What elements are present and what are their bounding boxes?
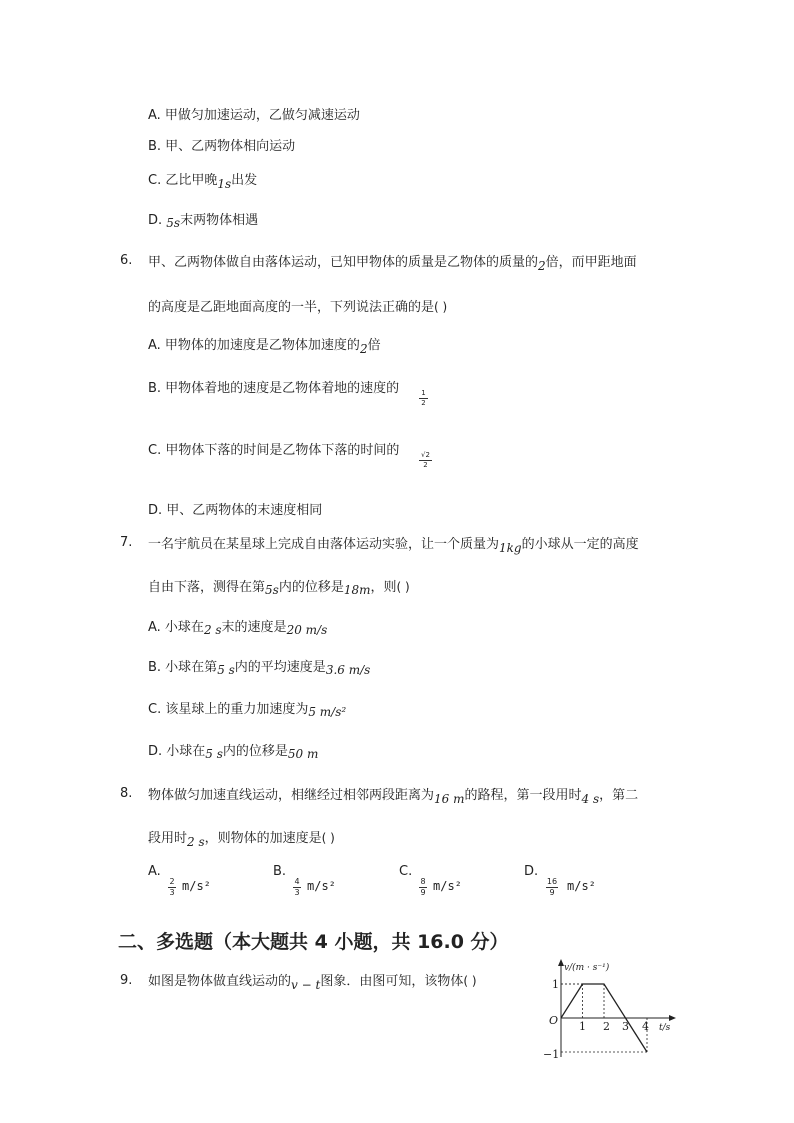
- q6-stem-line2: 的高度是乙距地面高度的一半，下列说法正确的是( ): [148, 300, 448, 315]
- q7-stem-line1: 一名宇航员在某星球上完成自由落体运动实验，让一个质量为1kg的小球从一定的高度: [148, 537, 639, 555]
- q6-option-c: C. 甲物体下落的时间是乙物体下落的时间的: [148, 443, 400, 458]
- q7-option-b: B. 小球在第5 s内的平均速度是3.6 m/s: [148, 660, 371, 677]
- q8-number: 8.: [120, 786, 133, 801]
- q8-option-b-unit: m/s²: [307, 879, 336, 893]
- q7-number: 7.: [120, 535, 133, 550]
- q7-option-a: A. 小球在2 s末的速度是20 m/s: [148, 620, 328, 637]
- q8-option-a-label: A.: [148, 864, 161, 879]
- q6-option-b: B. 甲物体着地的速度是乙物体着地的速度的: [148, 381, 400, 396]
- q5-option-d: D. 5s末两物体相遇: [148, 213, 259, 230]
- graph-x-tick-3: 3: [622, 1020, 629, 1033]
- graph-y-axis-label: v/(m · s⁻¹): [564, 963, 610, 973]
- q8-stem-line2: 段用时2 s，则物体的加速度是( ): [148, 831, 335, 849]
- graph-origin-label: O: [549, 1014, 559, 1027]
- graph-x-axis-arrow: [669, 1015, 676, 1021]
- q8-option-b-label: B.: [273, 864, 287, 879]
- q7-option-d: D. 小球在5 s内的位移是50 m: [148, 744, 319, 761]
- graph-x-tick-2: 2: [603, 1020, 610, 1033]
- graph-x-axis-label: t/s: [659, 1023, 671, 1033]
- q8-option-a-unit: m/s²: [182, 879, 211, 893]
- q6-number: 6.: [120, 253, 133, 268]
- vt-graph: [540, 955, 680, 1065]
- section-heading: 二、多选题（本大题共 4 小题，共 16.0 分）: [118, 931, 509, 953]
- q5-option-b: B. 甲、乙两物体相向运动: [148, 139, 296, 154]
- q6-option-a: A. 甲物体的加速度是乙物体加速度的2倍: [148, 338, 381, 356]
- q5-option-a: A. 甲做匀加速运动，乙做匀减速运动: [148, 108, 360, 123]
- q7-stem-line2: 自由下落，测得在第5s内的位移是18m，则( ): [148, 580, 410, 597]
- q9-number: 9.: [120, 973, 133, 988]
- q8-option-c-fraction: 8 9: [420, 877, 426, 897]
- q6-option-b-fraction: 1 2: [419, 390, 428, 407]
- q6-option-c-fraction: √2 2: [419, 452, 432, 469]
- q8-option-a-fraction: 2 3: [169, 877, 175, 897]
- q8-stem-line1: 物体做匀加速直线运动，相继经过相邻两段距离为16 m的路程，第一段用时4 s，第二: [148, 788, 639, 806]
- graph-x-tick-1: 1: [579, 1020, 586, 1033]
- q8-option-c-label: C.: [399, 864, 413, 879]
- graph-y-tick-pos: 1: [552, 978, 559, 991]
- q6-option-d: D. 甲、乙两物体的末速度相同: [148, 503, 323, 518]
- q6-stem-line1: 甲、乙两物体做自由落体运动，已知甲物体的质量是乙物体的质量的2倍，而甲距地面: [148, 255, 637, 273]
- q8-option-d-fraction: 16 9: [546, 877, 558, 897]
- q8-option-d-label: D.: [524, 864, 539, 879]
- q8-option-b-fraction: 4 3: [294, 877, 300, 897]
- q8-option-c-unit: m/s²: [433, 879, 462, 893]
- graph-x-tick-4: 4: [642, 1020, 649, 1033]
- q7-option-c: C. 该星球上的重力加速度为5 m/s²: [148, 702, 347, 719]
- q9-stem: 如图是物体做直线运动的v − t图象．由图可知，该物体( ): [148, 974, 477, 992]
- q8-option-d-unit: m/s²: [567, 879, 596, 893]
- q5-option-c: C. 乙比甲晚1s出发: [148, 173, 258, 191]
- graph-y-tick-neg: −1: [543, 1048, 560, 1061]
